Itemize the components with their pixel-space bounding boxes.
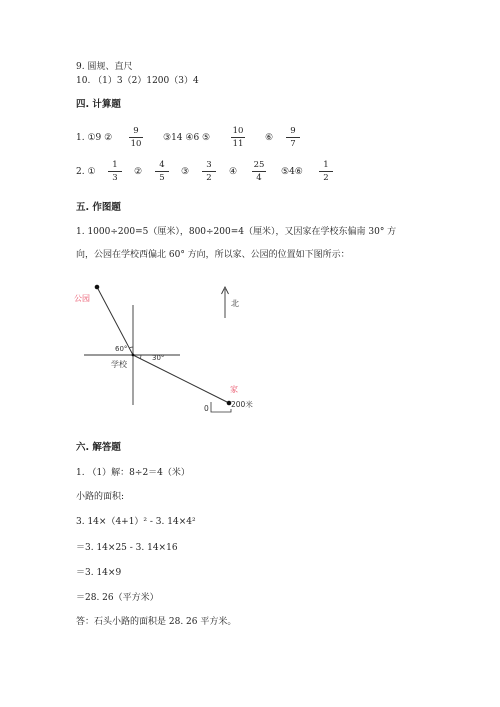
fraction-denominator: 11: [232, 138, 244, 149]
fraction-numerator: 1: [323, 160, 329, 170]
angle-arc-30: [140, 355, 141, 359]
solution-line: 1. （1）解：8÷2＝4（米）: [76, 468, 190, 478]
fraction-numerator: 1: [112, 160, 118, 170]
fraction-numerator: 9: [290, 126, 296, 136]
fraction-numerator: 25: [253, 160, 265, 170]
school-point: [132, 354, 135, 357]
answer-line-10: 10. （1）3（2）1200（3）4: [76, 76, 199, 86]
answer-line-9: 9. 圆规、直尺: [76, 62, 133, 72]
calc-row-2-mark-4: ⑤4⑥: [281, 167, 303, 177]
solution-line: ＝3. 14×9: [76, 568, 122, 578]
solution-line: ＝28. 26（平方米）: [76, 593, 159, 603]
fraction-numerator: 9: [133, 126, 139, 136]
park-label: 公园: [74, 294, 90, 303]
north-label: 北: [231, 299, 239, 308]
drawing-explanation-line-1: 1. 1000÷200=5（厘米），800÷200=4（厘米），又因家在学校东偏南 30° 方: [76, 227, 397, 237]
section-5-heading: 五. 作图题: [76, 202, 121, 213]
solution-line: 3. 14×（4+1）² - 3. 14×4²: [76, 517, 196, 527]
calc-row-2-mark-3: ④: [229, 167, 238, 177]
drawing-explanation-line-2: 向，公园在学校西偏北 60° 方向，所以家、公园的位置如下图所示：: [76, 250, 350, 260]
home-label: 家: [230, 385, 238, 394]
fraction-denominator: 4: [256, 172, 262, 183]
fraction-numerator: 4: [159, 160, 165, 170]
answer-sentence: 答：石头小路的面积是 28. 26 平方米。: [76, 617, 237, 627]
calc-row-1-mid-1: ③14 ④6 ⑤: [163, 133, 211, 143]
fraction-denominator: 7: [290, 138, 296, 149]
school-to-home-line: [133, 355, 229, 403]
solution-line: 小路的面积:: [76, 492, 125, 502]
angle-30-label: 30°: [152, 354, 165, 362]
fraction-numerator: 3: [206, 160, 212, 170]
section-6-heading: 六. 解答题: [76, 442, 121, 453]
fraction-denominator: 5: [159, 172, 165, 183]
fraction-denominator: 2: [206, 172, 212, 183]
calc-row-1-lead: 1. ①9 ②: [76, 133, 113, 143]
calc-row-2-lead: 2. ①: [76, 167, 96, 177]
fraction-denominator: 3: [112, 172, 118, 183]
scale-value-label: 200米: [231, 400, 253, 409]
angle-arc-60: [129, 347, 133, 348]
park-point: [95, 285, 100, 290]
calc-row-2-mark-2: ③: [181, 167, 190, 177]
scale-zero-label: 0: [204, 404, 209, 413]
school-label: 学校: [111, 360, 127, 369]
solution-line: ＝3. 14×25 - 3. 14×16: [76, 543, 178, 553]
calc-row-2-mark-1: ②: [134, 167, 143, 177]
fraction-denominator: 10: [130, 138, 142, 149]
angle-60-label: 60°: [115, 345, 128, 353]
fraction-denominator: 2: [323, 172, 329, 183]
section-4-heading: 四. 计算题: [76, 99, 121, 110]
fraction-numerator: 10: [232, 126, 244, 136]
calc-row-1-mid-2: ⑥: [265, 133, 274, 143]
